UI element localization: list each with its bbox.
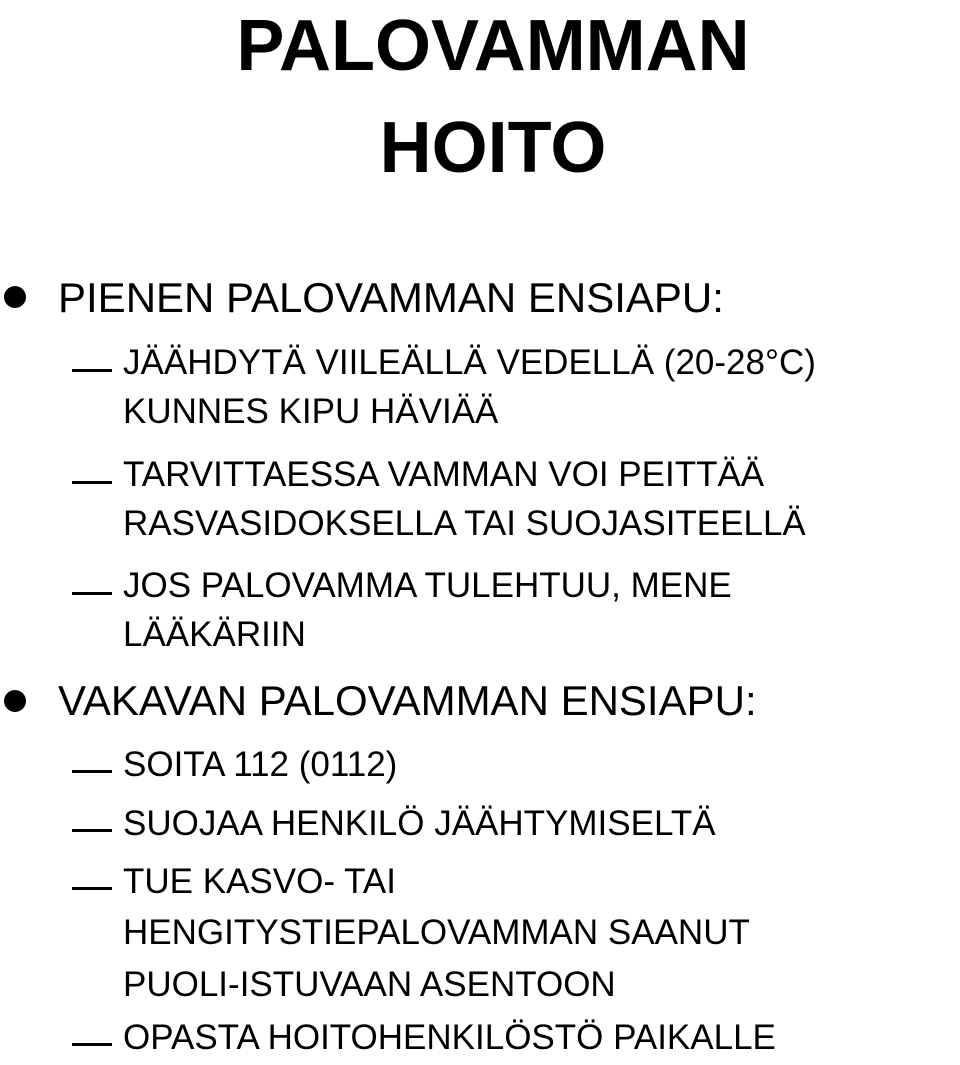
- bullet-dot: [4, 286, 26, 308]
- bullet-dot: [4, 690, 26, 712]
- page-title-line-2: HOITO: [379, 108, 607, 188]
- dash-marker: [72, 829, 112, 832]
- dash-marker: [72, 1043, 112, 1046]
- dash-marker: [72, 369, 112, 372]
- list-item-line: TARVITTAESSA VAMMAN VOI PEITTÄÄ: [123, 455, 765, 494]
- list-item-line: JOS PALOVAMMA TULEHTUU, MENE: [123, 566, 732, 605]
- section-heading-severe-burn: VAKAVAN PALOVAMMAN ENSIAPU:: [58, 677, 757, 724]
- list-item-line: RASVASIDOKSELLA TAI SUOJASITEELLÄ: [123, 504, 806, 543]
- dash-marker: [72, 770, 112, 773]
- list-item-line: SUOJAA HENKILÖ JÄÄHTYMISELTÄ: [123, 804, 716, 843]
- list-item-line: TUE KASVO- TAI: [123, 862, 396, 901]
- dash-marker: [72, 592, 112, 595]
- section-heading-minor-burn: PIENEN PALOVAMMAN ENSIAPU:: [58, 274, 724, 321]
- dash-marker: [72, 887, 112, 890]
- list-item-line: KUNNES KIPU HÄVIÄÄ: [123, 392, 499, 431]
- list-item-line: HENGITYSTIEPALOVAMMAN SAANUT: [123, 913, 750, 952]
- list-item-line: LÄÄKÄRIIN: [123, 615, 306, 654]
- dash-marker: [72, 481, 112, 484]
- list-item-line: JÄÄHDYTÄ VIILEÄLLÄ VEDELLÄ (20-28°C): [123, 343, 816, 382]
- list-item-line: SOITA 112 (0112): [123, 745, 398, 784]
- page-title-line-1: PALOVAMMAN: [236, 6, 750, 86]
- list-item-line: OPASTA HOITOHENKILÖSTÖ PAIKALLE: [123, 1018, 776, 1057]
- list-item-line: PUOLI-ISTUVAAN ASENTOON: [123, 965, 616, 1004]
